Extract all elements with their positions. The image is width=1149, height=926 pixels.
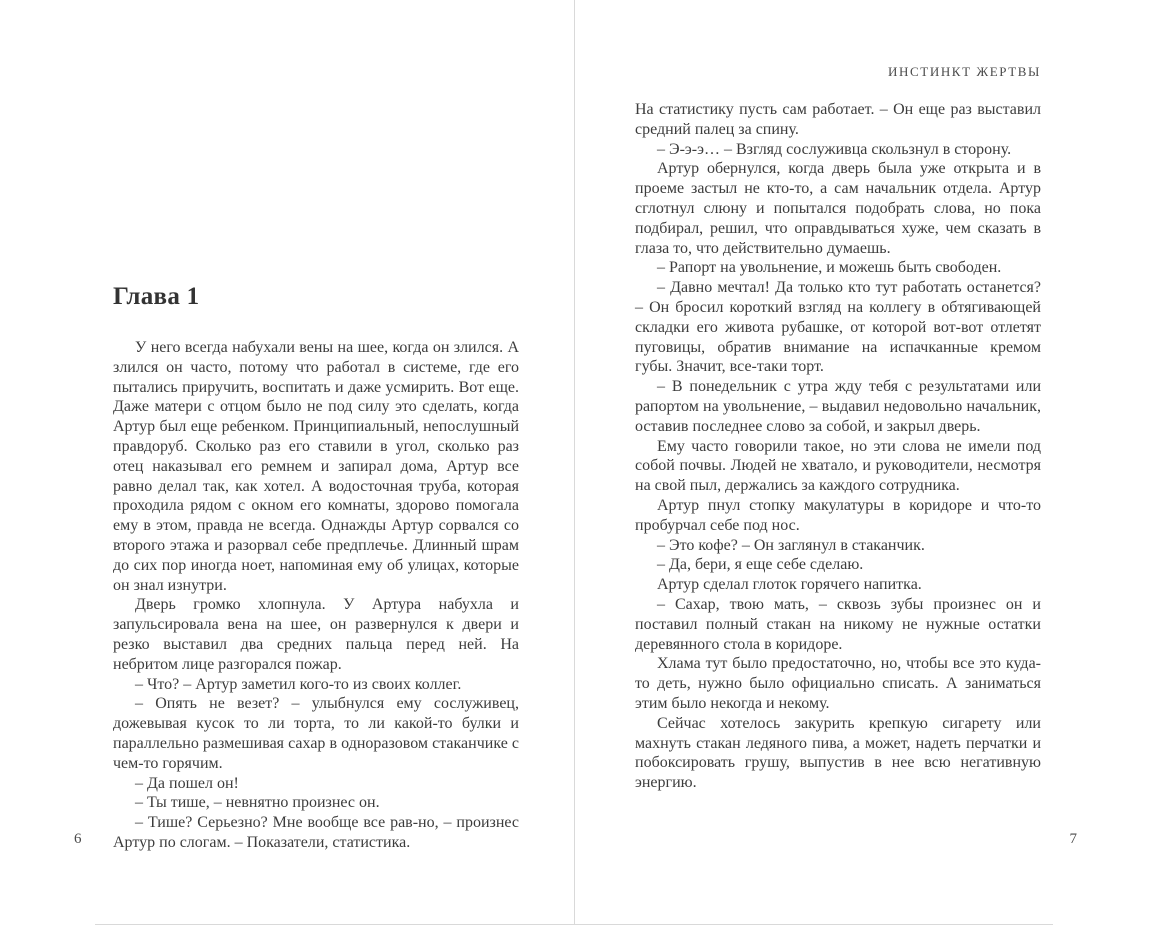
right-text-block [635,0,1041,793]
paragraph: Ему часто говорили такое, но эти слова не имели под собой почвы. Людей не хватало, и руководители, несмотря на свой пыл, держались за каждого сотрудника. [635,437,1041,495]
paragraph: – Опять не везет? – улыбнулся ему сослуживец, дожевывая кусок то ли торта, то ли какой-то булки и параллельно размешивая сахар в одноразовом стаканчике с чем-то горячим. [113,695,519,772]
page-body-right [635,100,1041,793]
left-text-block [113,0,519,853]
page-number-left: 6 [74,831,82,847]
page-number-right: 7 [1069,831,1077,847]
paragraph: – Э-э-э… – Взгляд сослуживца скользнул в сторону. [657,140,1012,158]
paragraph: – Сахар, твою мать, – сквозь зубы произнес он и поставил полный стакан на никому не нужные остатки деревянного стола в коридоре. [635,595,1041,653]
page-right [575,0,1149,926]
paragraph: – Рапорт на увольнение, и можешь быть свободен. [657,259,1002,277]
paragraph: – В понедельник с утра жду тебя с результатами или рапортом на увольнение, – выдавил недовольно начальник, оставив последнее слово за собой, и закрыл дверь. [635,378,1041,435]
paragraph: – Давно мечтал! Да только кто тут работать останется? – Он бросил короткий взгляд на коллегу в обтягивающей складки его живота рубашке, от которой вот-вот отлетят пуговицы, обратив внимание на испачканные кремом губы. Значит, все-таки торт. [635,279,1041,376]
paragraph: – Это кофе? – Он заглянул в стаканчик. [657,536,925,554]
page-left [0,0,574,926]
paragraph: – Что? – Артур заметил кого-то из своих коллег. [135,675,462,693]
bottom-rule [95,924,1053,925]
page-body-left [113,338,519,853]
paragraph: Артур сделал глоток горячего напитка. [657,576,922,594]
paragraph: – Тише? Серьезно? Мне вообще все рав-но, – произнес Артур по слогам. – Показатели, статистика. [113,814,519,851]
paragraph: Хлама тут было предостаточно, но, чтобы все это куда-то деть, нужно было официально списать. А заниматься этим было некогда и некому. [635,655,1041,712]
paragraph: Артур пнул стопку макулатуры в коридоре и что-то пробурчал себе под нос. [635,496,1041,534]
chapter-title: Глава 1 [113,283,200,310]
paragraph: Дверь громко хлопнула. У Артура набухла и запульсировала вена на шее, он развернулся к двери и резко выставил два средних пальца перед ней. На небритом лице разгорался пожар. [113,596,519,673]
paragraph: У него всегда набухали вены на шее, когда он злился. А злился он часто, потому что работал в системе, где его пытались приручить, воспитать и даже усмирить. Вот еще. Даже матери с отцом было не под силу это сделать, когда Артур был еще ребенком. Принципиальный, непослушный правдоруб. Сколько раз его ставили в угол, сколько раз отец наказывал его ремнем и запирал дома, Артур все равно делал так, как хотел. А водосточная труба, которая проходила рядом с окном его комнаты, здорово помогала ему в этом, правда не всегда. Однажды Артур сорвался со второго этажа и разорвал себе предплечье. Длинный шрам до сих пор иногда ноет, напоминая ему об улицах, которые он знал изнутри. [113,339,519,594]
paragraph: – Да пошел он! [135,774,239,792]
paragraph: Артур обернулся, когда дверь была уже открыта и в проеме застыл не кто-то, а сам начальник отдела. Артур сглотнул слюну и попытался подобрать слова, но пока подбирал, решил, что оправдываться хуже, чем сказать в глаза то, что действительно думаешь. [635,160,1041,257]
paragraph: – Ты тише, – невнятно произнес он. [135,794,380,812]
running-header: ИНСТИНКТ ЖЕРТВЫ [888,64,1041,79]
paragraph: На статистику пусть сам работает. – Он еще раз выставил средний палец за спину. [635,101,1041,138]
paragraph: Сейчас хотелось закурить крепкую сигарету или махнуть стакан ледяного пива, а может, надеть перчатки и побоксировать грушу, выпустив в нее всю негативную энергию. [635,714,1041,792]
paragraph: – Да, бери, я еще себе сделаю. [657,556,864,574]
